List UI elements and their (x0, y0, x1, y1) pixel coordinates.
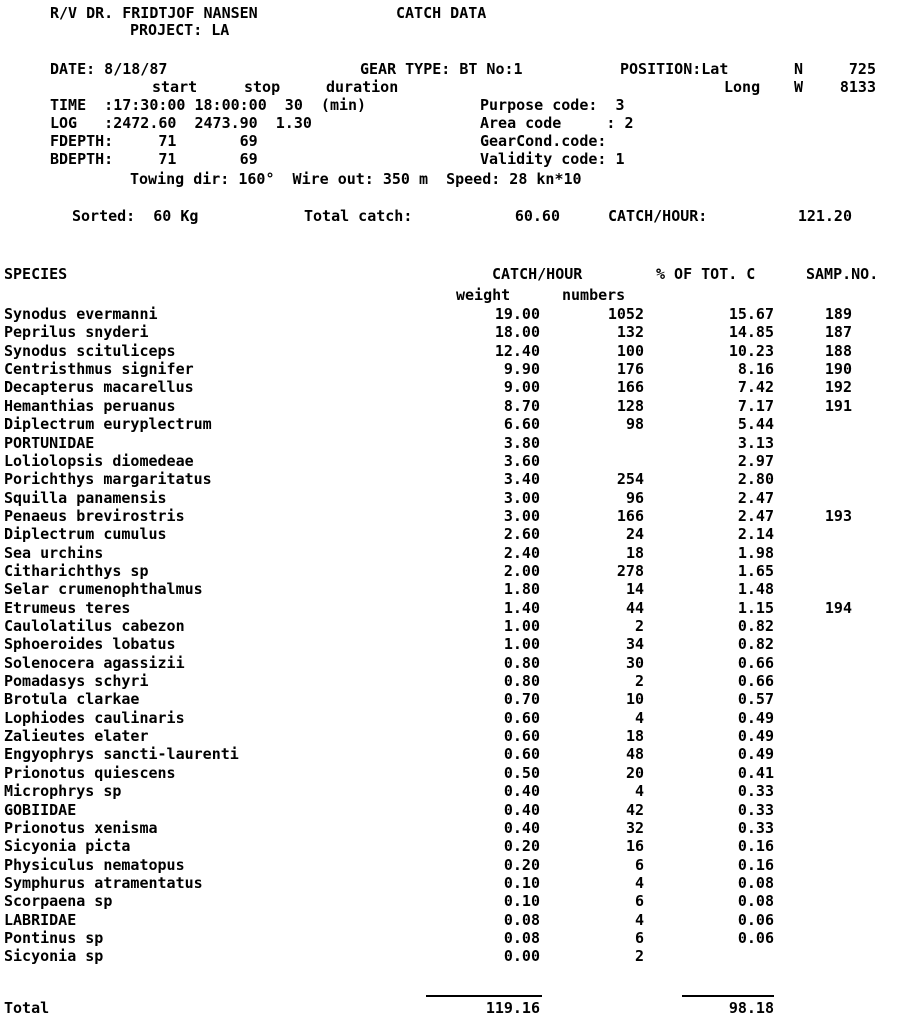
numbers-value: 4 (634, 708, 644, 727)
weight-value: 0.08 (503, 928, 540, 947)
percent-value: 0.41 (737, 763, 774, 782)
weight-value: 0.20 (503, 855, 540, 874)
species-name: Microphrys sp (4, 782, 122, 801)
weight-value: 0.08 (503, 910, 540, 929)
weight-value: 0.80 (503, 653, 540, 672)
table-row (0, 911, 900, 929)
percent-value: 8.16 (737, 360, 774, 379)
percent-value: 0.82 (737, 617, 774, 635)
sample-number: 189 (824, 305, 852, 323)
table-row (0, 690, 900, 708)
table-row (0, 892, 900, 910)
weight-value: 0.00 (503, 947, 540, 966)
table-row (0, 837, 900, 855)
numbers-value: 132 (616, 323, 644, 342)
weight-value: 12.40 (494, 341, 540, 360)
weight-value: 1.80 (503, 580, 540, 599)
sample-number: 188 (824, 341, 852, 360)
percent-value: 0.06 (737, 928, 774, 947)
numbers-value: 98 (625, 415, 644, 434)
percent-value: 0.08 (737, 892, 774, 911)
sample-number: 191 (824, 396, 852, 415)
table-row (0, 727, 900, 745)
long-hemisphere: W (794, 78, 804, 96)
species-name: GOBIIDAE (4, 800, 77, 819)
lat-hemisphere: N (794, 60, 804, 78)
date-field: DATE: 8/18/87 (50, 60, 168, 78)
total-weight: 119.16 (485, 999, 540, 1017)
lat-value: 725 (848, 60, 876, 78)
species-name: Porichthys margaritatus (4, 470, 212, 489)
percent-total-rule (682, 995, 774, 997)
numbers-value: 6 (634, 892, 644, 911)
weight-value: 9.90 (503, 360, 540, 379)
table-row (0, 672, 900, 690)
table-row (0, 801, 900, 819)
numbers-value: 18 (625, 543, 644, 562)
species-name: Penaeus brevirostris (4, 506, 185, 525)
percent-value: 0.08 (737, 873, 774, 892)
numbers-value: 42 (625, 800, 644, 819)
log-line: LOG :2472.60 2473.90 1.30 (50, 114, 312, 132)
percent-value: 1.15 (737, 598, 774, 617)
percent-value: 1.98 (737, 543, 774, 562)
table-row (0, 654, 900, 672)
percent-value: 2.47 (737, 506, 774, 525)
table-row (0, 415, 900, 433)
catch-hour-header: CATCH/HOUR (492, 265, 583, 283)
area-code: Area code : 2 (480, 114, 634, 132)
species-name: Pontinus sp (4, 928, 104, 947)
towing-line: Towing dir: 160° Wire out: 350 m Speed: 28 kn*10 (130, 170, 582, 188)
species-name: Sphoeroides lobatus (4, 635, 176, 654)
numbers-subheader: numbers (562, 286, 626, 304)
percent-value: 0.33 (737, 782, 774, 801)
table-row (0, 378, 900, 396)
gear-type-field: GEAR TYPE: BT No:1 (360, 60, 523, 78)
percent-value: 15.67 (728, 305, 774, 323)
weight-value: 3.00 (503, 506, 540, 525)
numbers-value: 20 (625, 763, 644, 782)
percent-value: 2.14 (737, 525, 774, 544)
species-name: Decapterus macarellus (4, 378, 194, 397)
table-row (0, 525, 900, 543)
species-name: Loliolopsis diomedeae (4, 451, 194, 470)
table-row (0, 947, 900, 965)
species-name: Brotula clarkae (4, 690, 140, 709)
weight-value: 9.00 (503, 378, 540, 397)
weight-value: 1.00 (503, 635, 540, 654)
numbers-value: 2 (634, 617, 644, 635)
table-row (0, 342, 900, 360)
gearcond-code: GearCond.code: (480, 132, 607, 150)
total-catch-value: 60.60 (514, 207, 560, 225)
table-row (0, 856, 900, 874)
weight-value: 18.00 (494, 323, 540, 342)
percent-value: 0.49 (737, 708, 774, 727)
numbers-value: 34 (625, 635, 644, 654)
percent-value: 3.13 (737, 433, 774, 452)
table-row (0, 360, 900, 378)
species-name: Pomadasys schyri (4, 672, 149, 690)
species-name: Centristhmus signifer (4, 360, 194, 379)
numbers-value: 96 (625, 488, 644, 507)
weight-total-rule (426, 995, 542, 997)
numbers-value: 44 (625, 598, 644, 617)
species-name: Scorpaena sp (4, 892, 113, 911)
table-row (0, 599, 900, 617)
weight-value: 1.40 (503, 598, 540, 617)
position-label: POSITION:Lat (620, 60, 729, 78)
table-row (0, 452, 900, 470)
col-stop-label: stop (244, 78, 281, 96)
table-row (0, 470, 900, 488)
weight-value: 19.00 (494, 305, 540, 323)
numbers-value: 128 (616, 396, 644, 415)
table-row (0, 489, 900, 507)
numbers-value: 4 (634, 782, 644, 801)
weight-value: 3.80 (503, 433, 540, 452)
percent-value: 0.06 (737, 910, 774, 929)
project-label: PROJECT: LA (130, 21, 230, 39)
weight-value: 0.10 (503, 873, 540, 892)
numbers-value: 10 (625, 690, 644, 709)
fdepth-line: FDEPTH: 71 69 (50, 132, 258, 150)
col-start-label: start (152, 78, 198, 96)
numbers-value: 16 (625, 837, 644, 856)
numbers-value: 14 (625, 580, 644, 599)
weight-value: 3.60 (503, 451, 540, 470)
species-name: Diplectrum cumulus (4, 525, 167, 544)
species-name: Synodus scituliceps (4, 341, 176, 360)
percent-value: 2.97 (737, 451, 774, 470)
percent-value: 2.47 (737, 488, 774, 507)
species-name: PORTUNIDAE (4, 433, 95, 452)
numbers-value: 1052 (607, 305, 644, 323)
table-row (0, 507, 900, 525)
table-row (0, 745, 900, 763)
table-row (0, 709, 900, 727)
sample-number: 187 (824, 323, 852, 342)
weight-value: 2.60 (503, 525, 540, 544)
table-row (0, 434, 900, 452)
table-row (0, 580, 900, 598)
percent-total-header: % OF TOT. C (656, 265, 756, 283)
table-row (0, 305, 900, 323)
weight-value: 0.40 (503, 800, 540, 819)
numbers-value: 32 (625, 818, 644, 837)
species-name: Zalieutes elater (4, 727, 149, 745)
species-name: Squilla panamensis (4, 488, 167, 507)
percent-value: 1.65 (737, 561, 774, 580)
table-row (0, 874, 900, 892)
sample-number: 192 (824, 378, 852, 397)
species-name: Symphurus atramentatus (4, 873, 203, 892)
percent-value: 0.66 (737, 672, 774, 690)
table-row (0, 617, 900, 635)
numbers-value: 278 (616, 561, 644, 580)
purpose-code: Purpose code: 3 (480, 96, 625, 114)
species-name: Sicyonia picta (4, 837, 131, 856)
numbers-value: 2 (634, 672, 644, 690)
percent-value: 0.57 (737, 690, 774, 709)
long-label: Long (724, 78, 761, 96)
weight-value: 6.60 (503, 415, 540, 434)
percent-value: 0.16 (737, 837, 774, 856)
species-name: Lophiodes caulinaris (4, 708, 185, 727)
species-name: Citharichthys sp (4, 561, 149, 580)
percent-value: 7.17 (737, 396, 774, 415)
percent-value: 5.44 (737, 415, 774, 434)
percent-value: 0.49 (737, 727, 774, 745)
total-label: Total (4, 999, 50, 1017)
numbers-value: 100 (616, 341, 644, 360)
total-catch-label: Total catch: (304, 207, 413, 225)
table-row (0, 544, 900, 562)
weight-value: 3.40 (503, 470, 540, 489)
species-name: Selar crumenophthalmus (4, 580, 203, 599)
weight-value: 0.50 (503, 763, 540, 782)
percent-value: 0.16 (737, 855, 774, 874)
weight-value: 1.00 (503, 617, 540, 635)
weight-value: 2.00 (503, 561, 540, 580)
species-name: Prionotus xenisma (4, 818, 158, 837)
weight-value: 0.60 (503, 727, 540, 745)
col-duration-label: duration (326, 78, 399, 96)
table-row (0, 929, 900, 947)
table-row (0, 635, 900, 653)
numbers-value: 6 (634, 928, 644, 947)
total-percent: 98.18 (728, 999, 774, 1017)
percent-value: 2.80 (737, 470, 774, 489)
species-name: Solenocera agassizii (4, 653, 185, 672)
numbers-value: 166 (616, 506, 644, 525)
species-name: Peprilus snyderi (4, 323, 149, 342)
species-name: Caulolatilus cabezon (4, 617, 185, 635)
vessel-name: R/V DR. FRIDTJOF NANSEN (50, 4, 258, 22)
species-name: Synodus evermanni (4, 305, 158, 323)
numbers-value: 18 (625, 727, 644, 745)
weight-value: 8.70 (503, 396, 540, 415)
numbers-value: 176 (616, 360, 644, 379)
species-name: Sea urchins (4, 543, 104, 562)
weight-value: 0.60 (503, 708, 540, 727)
weight-value: 0.60 (503, 745, 540, 764)
sample-number: 190 (824, 360, 852, 379)
table-row (0, 397, 900, 415)
species-name: Hemanthias peruanus (4, 396, 176, 415)
catch-hour-value: 121.20 (797, 207, 852, 225)
table-row (0, 782, 900, 800)
numbers-value: 24 (625, 525, 644, 544)
weight-value: 0.80 (503, 672, 540, 690)
weight-value: 0.20 (503, 837, 540, 856)
catch-hour-label: CATCH/HOUR: (608, 207, 708, 225)
numbers-value: 166 (616, 378, 644, 397)
numbers-value: 48 (625, 745, 644, 764)
numbers-value: 6 (634, 855, 644, 874)
numbers-value: 2 (634, 947, 644, 966)
validity-code: Validity code: 1 (480, 150, 625, 168)
species-name: Diplectrum euryplectrum (4, 415, 212, 434)
percent-value: 0.33 (737, 800, 774, 819)
table-row (0, 819, 900, 837)
percent-value: 10.23 (728, 341, 774, 360)
species-name: LABRIDAE (4, 910, 77, 929)
species-name: Physiculus nematopus (4, 855, 185, 874)
species-header: SPECIES (4, 265, 68, 283)
table-row (0, 562, 900, 580)
species-name: Etrumeus teres (4, 598, 131, 617)
table-row (0, 323, 900, 341)
weight-value: 0.10 (503, 892, 540, 911)
weight-value: 0.70 (503, 690, 540, 709)
sample-number-header: SAMP.NO. (806, 265, 879, 283)
document-title: CATCH DATA (396, 4, 487, 22)
species-name: Engyophrys sancti-laurenti (4, 745, 239, 764)
sorted-weight: Sorted: 60 Kg (72, 207, 199, 225)
species-name: Sicyonia sp (4, 947, 104, 966)
percent-value: 0.66 (737, 653, 774, 672)
sample-number: 193 (824, 506, 852, 525)
bdepth-line: BDEPTH: 71 69 (50, 150, 258, 168)
species-name: Prionotus quiescens (4, 763, 176, 782)
table-row (0, 764, 900, 782)
percent-value: 7.42 (737, 378, 774, 397)
percent-value: 14.85 (728, 323, 774, 342)
percent-value: 0.49 (737, 745, 774, 764)
weight-subheader: weight (456, 286, 511, 304)
numbers-value: 30 (625, 653, 644, 672)
percent-value: 0.33 (737, 818, 774, 837)
weight-value: 2.40 (503, 543, 540, 562)
percent-value: 1.48 (737, 580, 774, 599)
sample-number: 194 (824, 598, 852, 617)
long-value: 8133 (839, 78, 876, 96)
numbers-value: 4 (634, 873, 644, 892)
weight-value: 0.40 (503, 818, 540, 837)
percent-value: 0.82 (737, 635, 774, 654)
weight-value: 3.00 (503, 488, 540, 507)
numbers-value: 4 (634, 910, 644, 929)
time-line: TIME :17:30:00 18:00:00 30 (min) (50, 96, 367, 114)
numbers-value: 254 (616, 470, 644, 489)
weight-value: 0.40 (503, 782, 540, 801)
